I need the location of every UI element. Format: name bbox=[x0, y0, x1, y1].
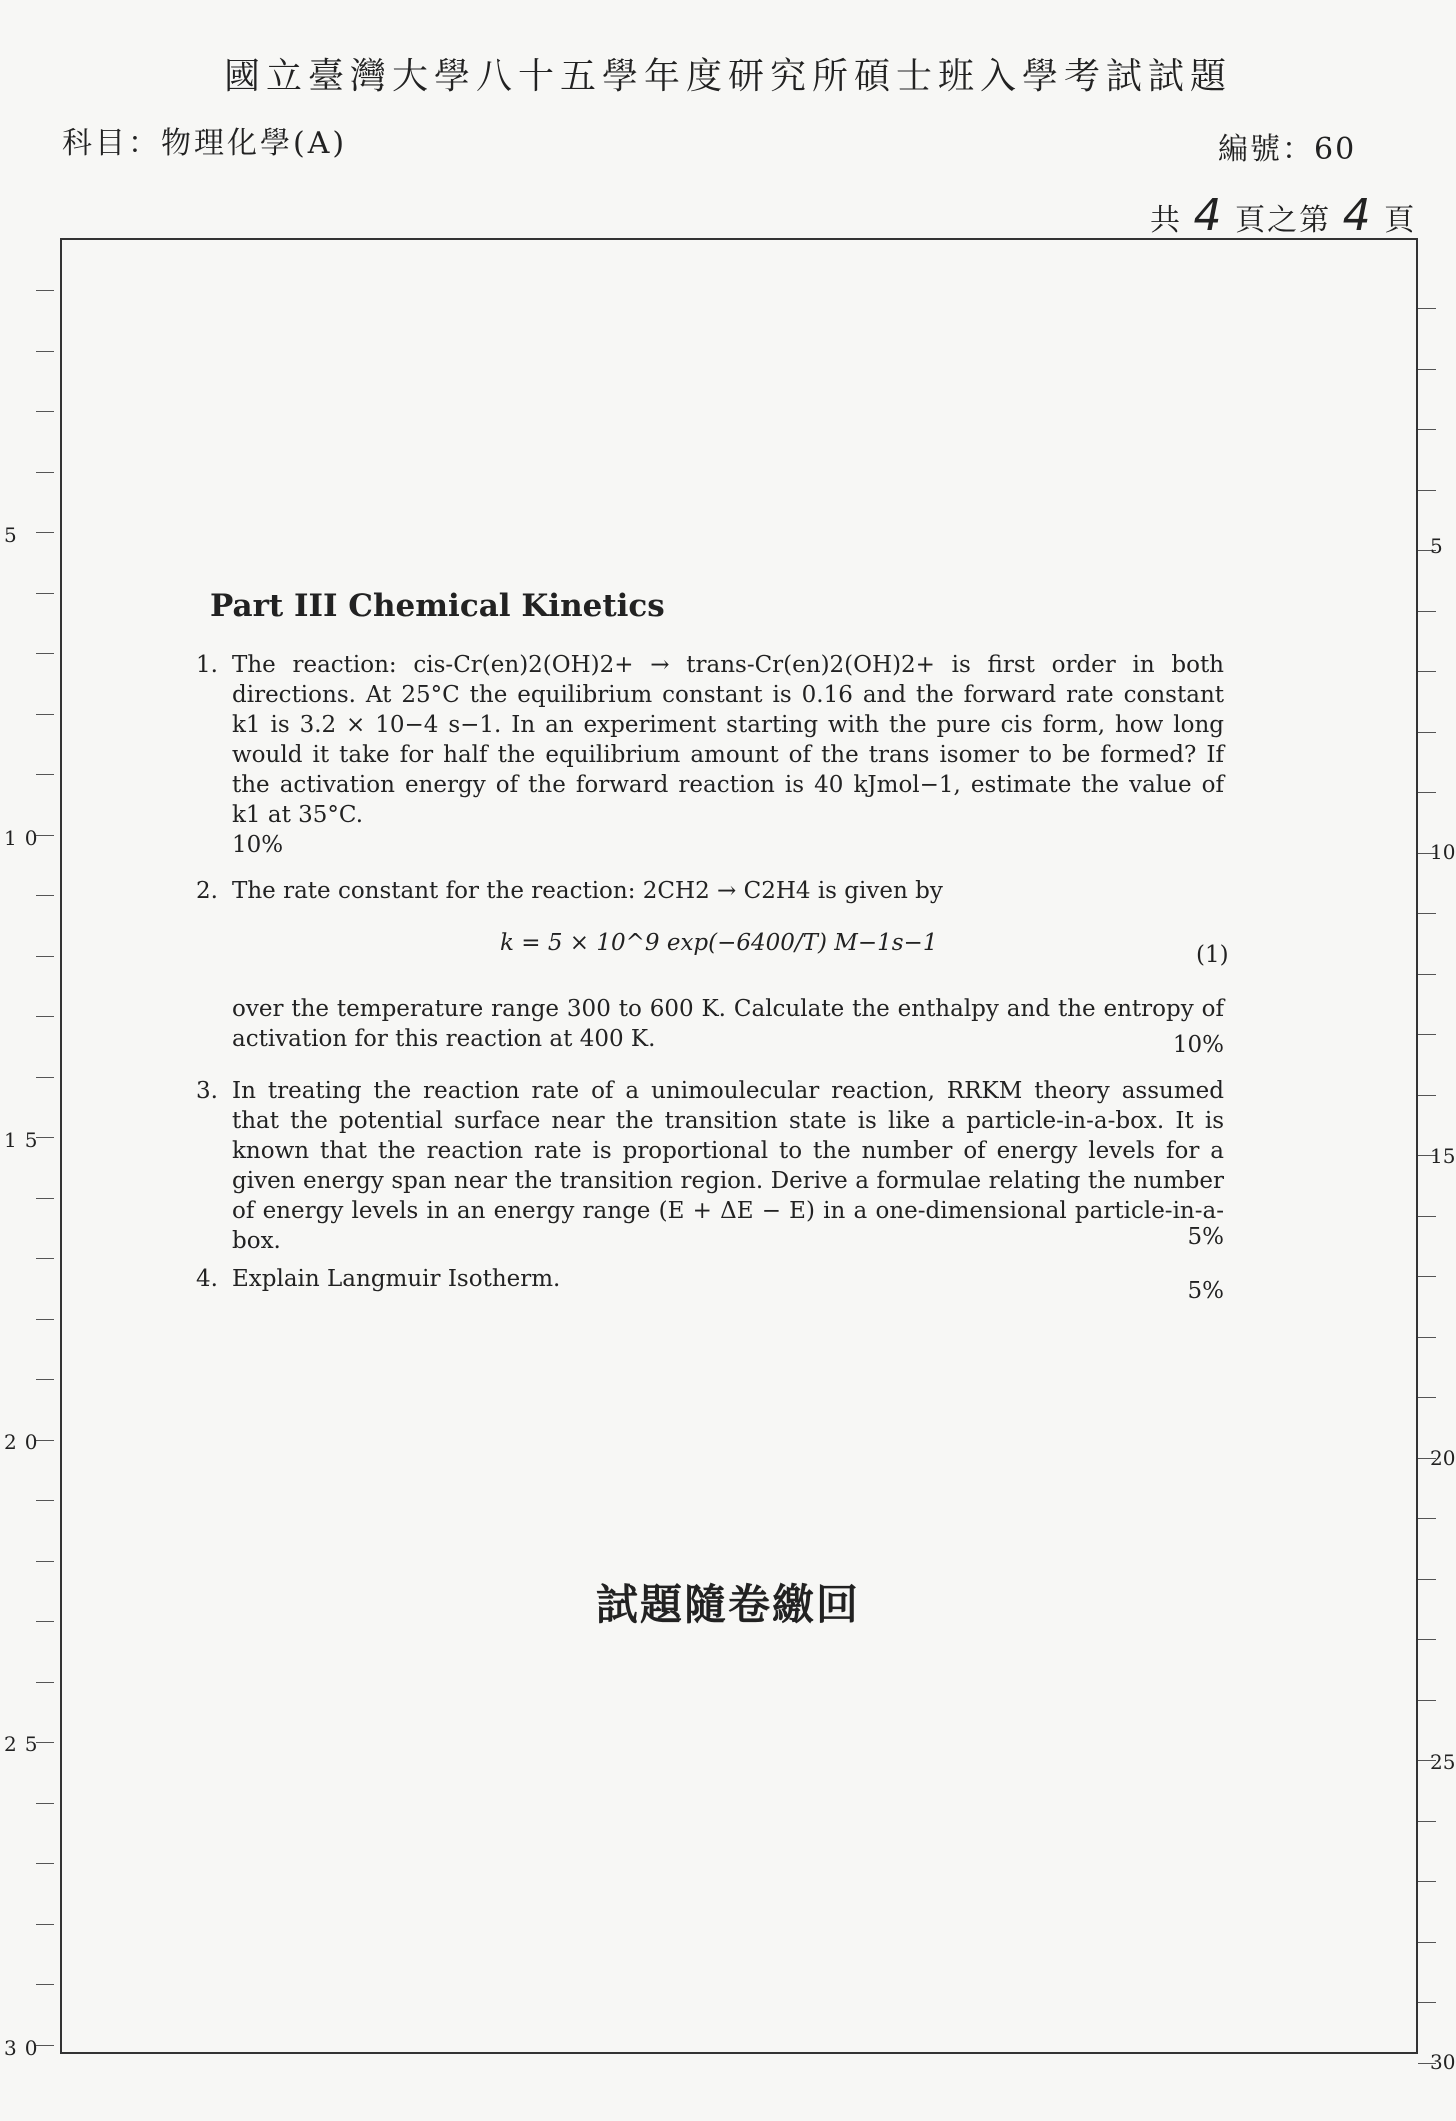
ruler-tick bbox=[36, 472, 54, 473]
question-text: The rate constant for the reaction: 2CH2 → C2H4 is given by bbox=[232, 878, 943, 904]
question-number: 3. bbox=[196, 1078, 218, 1104]
ruler-tick bbox=[1418, 1881, 1436, 1882]
page-count bbox=[1150, 190, 1416, 241]
ruler-tick bbox=[36, 1863, 54, 1864]
question-weight: 10% bbox=[232, 832, 284, 858]
margin-mark-right: 30 bbox=[1430, 2050, 1456, 2074]
ruler-tick bbox=[1418, 1095, 1436, 1096]
question-weight: 5% bbox=[1187, 1278, 1224, 1304]
ruler-tick bbox=[1418, 671, 1436, 672]
margin-mark-right: 20 bbox=[1430, 1446, 1456, 1470]
ruler-tick bbox=[1418, 913, 1436, 914]
ruler-tick bbox=[1418, 611, 1436, 612]
question-number: 2. bbox=[196, 878, 218, 904]
ruler-tick bbox=[1418, 792, 1436, 793]
page-prefix: 共 bbox=[1150, 203, 1182, 238]
ruler-tick bbox=[36, 1924, 54, 1925]
ruler-tick bbox=[1418, 308, 1436, 309]
margin-mark-left: 15 bbox=[4, 1128, 46, 1152]
ruler-tick bbox=[36, 593, 54, 594]
ruler-tick bbox=[1418, 732, 1436, 733]
margin-mark-left: 5 bbox=[4, 523, 25, 547]
subject-label: 科目：物理化學(A) bbox=[62, 126, 348, 161]
rate-equation: k = 5 × 10^9 exp(−6400/T) M−1s−1 bbox=[500, 930, 938, 956]
ruler-tick bbox=[1418, 1337, 1436, 1338]
ruler-tick bbox=[36, 895, 54, 896]
ruler-tick bbox=[36, 1077, 54, 1078]
question-text: over the temperature range 300 to 600 K. Calculate the enthalpy and the entropy of activation for this reaction at 400 K. bbox=[232, 996, 1224, 1052]
ruler-tick bbox=[1418, 2002, 1436, 2003]
ruler-tick bbox=[1418, 429, 1436, 430]
margin-mark-right: 5 bbox=[1430, 534, 1443, 558]
ruler-tick bbox=[36, 1016, 54, 1017]
ruler-tick bbox=[36, 1984, 54, 1985]
ruler-tick bbox=[1418, 1700, 1436, 1701]
question-1 bbox=[196, 650, 1224, 858]
margin-mark-right: 25 bbox=[1430, 1750, 1456, 1774]
page-total: 4 bbox=[1193, 190, 1224, 241]
equation-number: (1) bbox=[1196, 942, 1229, 968]
ruler-tick bbox=[36, 1561, 54, 1562]
ruler-tick bbox=[1418, 1639, 1436, 1640]
ruler-tick bbox=[1418, 1518, 1436, 1519]
exam-title: 國立臺灣大學八十五學年度研究所碩士班入學考試試題 bbox=[223, 56, 1232, 97]
ruler-tick bbox=[1418, 1216, 1436, 1217]
part-title: Part III Chemical Kinetics bbox=[210, 588, 665, 624]
ruler-tick bbox=[1418, 1276, 1436, 1277]
question-text: In treating the reaction rate of a unimoulecular reaction, RRKM theory assumed that the potential surface near the transition state is like a particle-in-a-box. It is known that the reaction rate is proportional to the number of energy levels for a given energy span near the transition region. Derive a formulae relating the number of energy levels in an energy range (E + ΔE − E) in a one-dimensional particle-in-a-box. bbox=[232, 1078, 1224, 1254]
ruler-tick bbox=[36, 653, 54, 654]
ruler-tick bbox=[36, 290, 54, 291]
question-4 bbox=[196, 1264, 1224, 1314]
ruler-tick bbox=[36, 1500, 54, 1501]
question-weight: 10% bbox=[1172, 1032, 1224, 1058]
page-mid: 頁之第 bbox=[1235, 203, 1332, 238]
margin-mark-right: 10 bbox=[1430, 840, 1456, 864]
ruler-tick bbox=[1418, 1397, 1436, 1398]
page-suffix: 頁 bbox=[1384, 203, 1417, 238]
question-text: Explain Langmuir Isotherm. bbox=[232, 1266, 561, 1292]
ruler-tick bbox=[36, 774, 54, 775]
question-number: 1. bbox=[196, 652, 218, 678]
ruler-tick bbox=[36, 411, 54, 412]
page-current: 4 bbox=[1342, 190, 1373, 241]
ruler-tick bbox=[1418, 1821, 1436, 1822]
ruler-tick bbox=[36, 1198, 54, 1199]
ruler-tick bbox=[1418, 490, 1436, 491]
question-3 bbox=[196, 1076, 1224, 1254]
ruler-tick bbox=[36, 1803, 54, 1804]
ruler-tick bbox=[36, 1258, 54, 1259]
ruler-tick bbox=[1418, 1034, 1436, 1035]
ruler-tick bbox=[36, 956, 54, 957]
ruler-tick bbox=[1418, 369, 1436, 370]
question-2-body bbox=[232, 994, 1224, 1064]
margin-mark-right: 15 bbox=[1430, 1144, 1456, 1168]
question-2-intro bbox=[196, 876, 1224, 916]
question-weight: 5% bbox=[1187, 1224, 1224, 1250]
ruler-tick bbox=[36, 1379, 54, 1380]
question-text: The reaction: cis-Cr(en)2(OH)2+ → trans-Cr(en)2(OH)2+ is first order in both directions. At 25°C the equilibrium constant is 0.16 and the forward rate constant k1 is 3.2 × 10−4 s−1. In an experiment starting with the pure cis form, how long would it take for half the equilibrium amount of the trans isomer to be formed? If the activation energy of the forward reaction is 40 kJmol−1, estimate the value of k1 at 35°C. bbox=[232, 652, 1224, 828]
margin-mark-left: 10 bbox=[4, 826, 46, 850]
margin-mark-left: 25 bbox=[4, 1732, 46, 1756]
ruler-tick bbox=[1418, 1942, 1436, 1943]
ruler-tick bbox=[36, 1319, 54, 1320]
margin-mark-left: 30 bbox=[4, 2036, 46, 2060]
ruler-tick bbox=[1418, 974, 1436, 975]
exam-code: 編號：60 bbox=[1218, 132, 1357, 167]
return-notice: 試題隨卷繳回 bbox=[595, 1580, 860, 1629]
ruler-tick bbox=[36, 714, 54, 715]
ruler-tick bbox=[36, 1682, 54, 1683]
ruler-tick bbox=[36, 532, 54, 533]
question-number: 4. bbox=[196, 1266, 218, 1292]
margin-mark-left: 20 bbox=[4, 1430, 46, 1454]
ruler-tick bbox=[36, 351, 54, 352]
